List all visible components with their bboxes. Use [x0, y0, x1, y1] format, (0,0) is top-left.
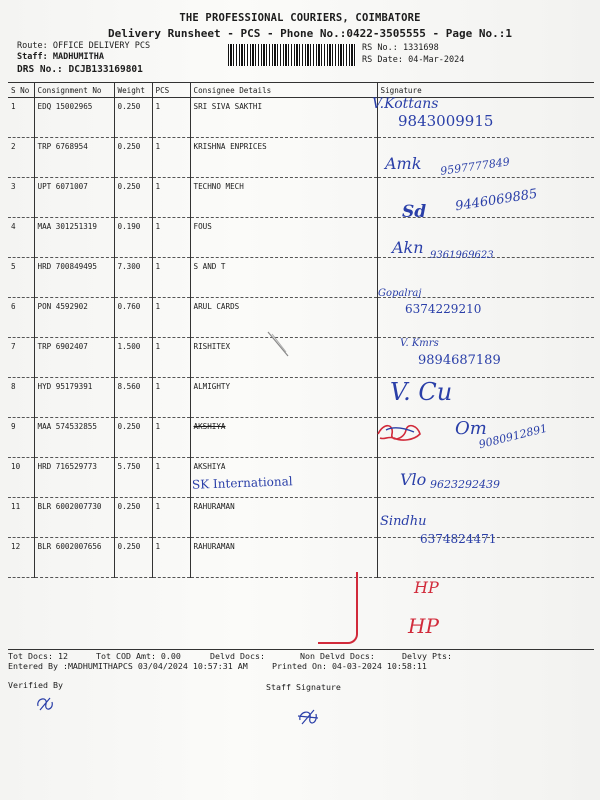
- drs-label: DRS No.:: [17, 64, 63, 75]
- consignee-cell: SRI SIVA SAKTHI: [190, 98, 377, 138]
- staff-label: Staff:: [17, 52, 48, 62]
- table-row: [8, 98, 594, 138]
- signature-phone-4: 9361969623: [430, 250, 494, 261]
- weight-cell: 0.760: [114, 298, 152, 338]
- sno-cell: 7: [8, 338, 34, 378]
- printed-on: Printed On: 04-03-2024 10:58:11: [272, 661, 427, 671]
- footer-rule: [8, 649, 594, 650]
- rs-date-value: 04-Mar-2024: [408, 55, 465, 65]
- weight-cell: 7.300: [114, 258, 152, 298]
- consignment-cell: MAA 301251319: [34, 218, 114, 258]
- weight-cell: 8.560: [114, 378, 152, 418]
- sno-cell: 9: [8, 418, 34, 458]
- signature-3: Sd: [402, 202, 427, 222]
- signature-9: Vlo: [400, 470, 427, 489]
- table-row: [8, 258, 594, 298]
- col-consignment-header: Consignment No: [34, 83, 114, 98]
- signature-10: Sindhu: [380, 514, 427, 529]
- consignment-cell: BLR 6002007730: [34, 498, 114, 538]
- sno-cell: 1: [8, 98, 34, 138]
- consignee-cell: RISHITEX: [190, 338, 377, 378]
- sno-cell: 2: [8, 138, 34, 178]
- table-row: [8, 298, 594, 338]
- consignment-cell: TRP 6768954: [34, 138, 114, 178]
- weight-cell: 0.250: [114, 178, 152, 218]
- pcs-cell: 1: [152, 378, 190, 418]
- signature-phone-8: 9080912891: [477, 421, 549, 452]
- rs-date-label: RS Date:: [362, 55, 403, 65]
- weight-cell: 0.250: [114, 138, 152, 178]
- consignee-cell: RAHURAMAN: [190, 498, 377, 538]
- rs-no-line: [362, 43, 439, 53]
- consignee-cell: RAHURAMAN: [190, 538, 377, 578]
- signature-5: Gopalraj: [378, 288, 422, 299]
- signature-phone-3: 9446069885: [454, 186, 539, 215]
- pcs-cell: 1: [152, 258, 190, 298]
- weight-cell: 0.250: [114, 538, 152, 578]
- signature-8: Om: [455, 418, 487, 439]
- staff-line: [17, 52, 104, 62]
- signature-phone-6: 9894687189: [418, 353, 501, 368]
- entered-by: Entered By :MADHUMITHAPCS 03/04/2024 10:57:31 AM: [8, 661, 248, 671]
- consignee-cell: KRISHNA ENPRICES: [190, 138, 377, 178]
- consignment-cell: PON 4592902: [34, 298, 114, 338]
- sno-cell: 10: [8, 458, 34, 498]
- pcs-cell: 1: [152, 138, 190, 178]
- pcs-cell: 1: [152, 178, 190, 218]
- sno-cell: 6: [8, 298, 34, 338]
- pcs-cell: 1: [152, 458, 190, 498]
- weight-cell: 5.750: [114, 458, 152, 498]
- signature-phone-5: 6374229210: [405, 302, 482, 316]
- weight-cell: 1.500: [114, 338, 152, 378]
- consignment-cell: EDQ 15002965: [34, 98, 114, 138]
- sno-cell: 11: [8, 498, 34, 538]
- consignee-cell: FOUS: [190, 218, 377, 258]
- consignee-cell: AKSHIYA: [190, 458, 377, 498]
- consignment-cell: MAA 574532855: [34, 418, 114, 458]
- pcs-cell: 1: [152, 98, 190, 138]
- tot-cod-amount: Tot COD Amt: 0.00: [96, 651, 181, 661]
- rs-date-line: [362, 55, 464, 65]
- consignment-cell: TRP 6902407: [34, 338, 114, 378]
- table-row: [8, 458, 594, 498]
- consignment-cell: UPT 6071007: [34, 178, 114, 218]
- weight-cell: 0.250: [114, 498, 152, 538]
- consignee-cell: S AND T: [190, 258, 377, 298]
- consignment-cell: HRD 700849495: [34, 258, 114, 298]
- pcs-cell: 1: [152, 218, 190, 258]
- consignee-cell: TECHNO MECH: [190, 178, 377, 218]
- non-delivered-docs: Non Delvd Docs:: [300, 651, 375, 661]
- staff-signature-mark: [296, 706, 320, 728]
- red-bracket-mark: [318, 572, 358, 644]
- consignee-cell: ALMIGHTY: [190, 378, 377, 418]
- tot-docs: Tot Docs: 12: [8, 651, 68, 661]
- consignment-cell: HRD 716529773: [34, 458, 114, 498]
- verified-by-label: Verified By: [8, 680, 63, 690]
- table-row: [8, 378, 594, 418]
- signature-11: HP: [414, 578, 439, 597]
- delivered-docs: Delvd Docs:: [210, 651, 265, 661]
- table-row: [8, 538, 594, 578]
- staff-value: MADHUMITHA: [52, 52, 105, 62]
- signature-12: HP: [408, 614, 439, 638]
- col-pcs-header: PCS: [152, 83, 190, 98]
- pcs-cell: 1: [152, 538, 190, 578]
- route-value: OFFICE DELIVERY PCS: [52, 41, 151, 51]
- company-title: THE PROFESSIONAL COURIERS, COIMBATORE: [179, 12, 421, 24]
- signature-2: Amk: [385, 154, 422, 173]
- pencil-stroke: [266, 330, 292, 360]
- staff-signature-label: Staff Signature: [266, 682, 341, 692]
- col-weight-header: Weight: [114, 83, 152, 98]
- col-consignee-header: Consignee Details: [190, 83, 377, 98]
- col-signature-header: Signature: [377, 83, 594, 98]
- sno-cell: 3: [8, 178, 34, 218]
- signature-1: V.Kottans: [372, 96, 439, 112]
- sno-cell: 5: [8, 258, 34, 298]
- drs-line: [17, 64, 143, 75]
- signature-4: Akn: [392, 238, 424, 257]
- sno-cell: 8: [8, 378, 34, 418]
- table-row: [8, 338, 594, 378]
- route-label: Route:: [17, 41, 48, 51]
- signature-7: V. Cu: [390, 378, 453, 406]
- pcs-cell: 1: [152, 338, 190, 378]
- signature-phone-9: 9623292439: [430, 478, 500, 491]
- table-row: [8, 498, 594, 538]
- consignee-cell: AKSHIYA: [190, 418, 377, 458]
- consignee-note-9: SK International: [191, 474, 293, 492]
- consignment-cell: HYD 95179391: [34, 378, 114, 418]
- barcode: [228, 44, 356, 66]
- rs-no-label: RS No.:: [362, 43, 398, 53]
- pcs-cell: 1: [152, 418, 190, 458]
- weight-cell: 0.250: [114, 98, 152, 138]
- signature-phone-10: 6374824471: [420, 532, 497, 546]
- sno-cell: 12: [8, 538, 34, 578]
- delivery-points: Delvy Pts:: [402, 651, 452, 661]
- col-sno-header: S No: [8, 83, 34, 98]
- weight-cell: 0.250: [114, 418, 152, 458]
- table-row: [8, 218, 594, 258]
- drs-value: DCJB133169801: [68, 64, 143, 75]
- route-line: [17, 41, 150, 51]
- sno-cell: 4: [8, 218, 34, 258]
- table-header-row: [8, 83, 594, 98]
- consignee-cell: ARUL CARDS: [190, 298, 377, 338]
- consignment-cell: BLR 6002007656: [34, 538, 114, 578]
- pcs-cell: 1: [152, 498, 190, 538]
- pcs-cell: 1: [152, 298, 190, 338]
- signature-phone-1: 9843009915: [398, 112, 494, 130]
- signature-6: V. Kmrs: [400, 338, 439, 349]
- runsheet-subtitle: Delivery Runsheet - PCS - Phone No.:0422-3505555 - Page No.:1: [108, 27, 512, 40]
- rs-no-value: 1331698: [402, 43, 439, 53]
- verified-by-signature: [34, 694, 56, 714]
- signature-8-red-scribble: [374, 420, 424, 444]
- signature-phone-2: 9597777849: [439, 155, 511, 178]
- weight-cell: 0.190: [114, 218, 152, 258]
